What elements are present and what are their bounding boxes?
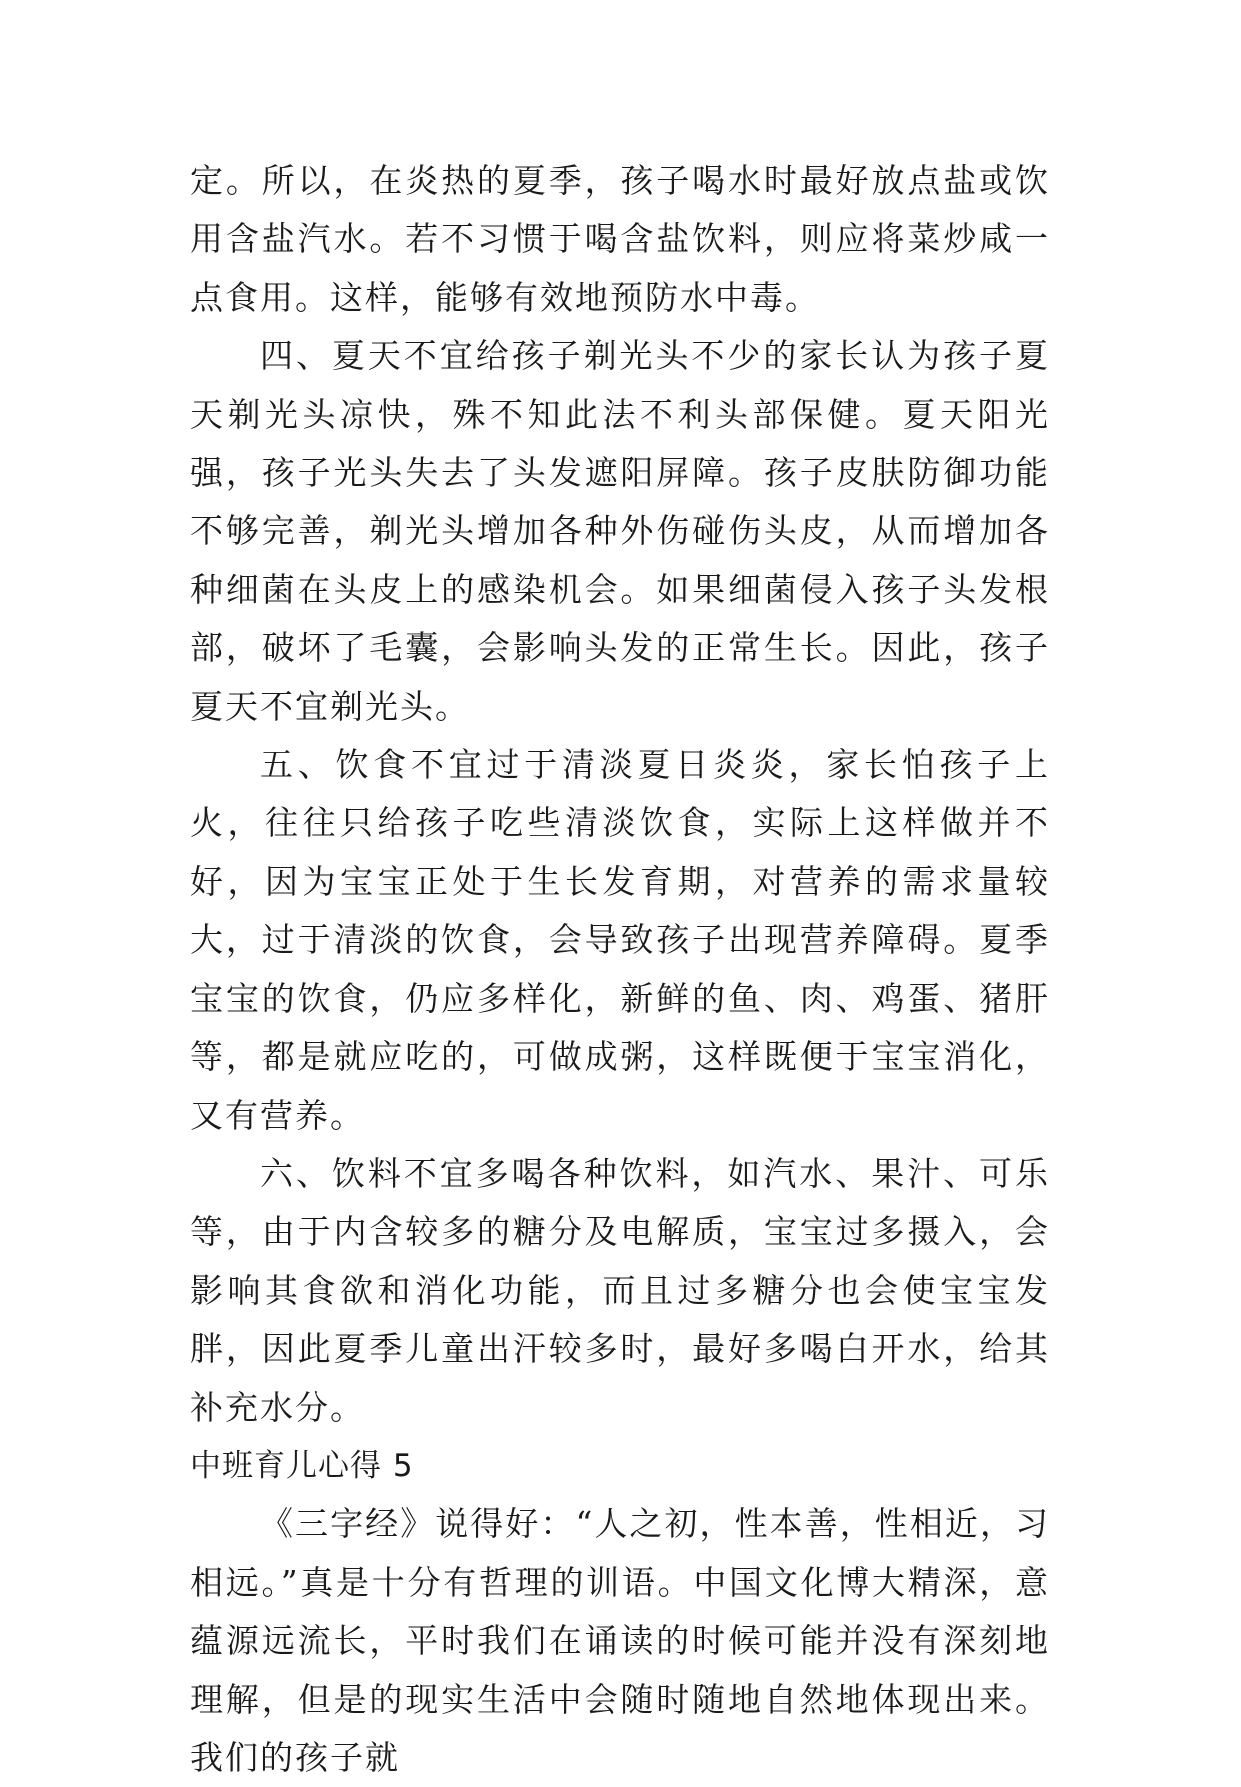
- paragraph-diet: 五、饮食不宜过于清淡夏日炎炎，家长怕孩子上火，往往只给孩子吃些清淡饮食，实际上这样做并不好，因为宝宝正处于生长发育期，对营养的需求量较大，过于清淡的饮食，会导致孩子出现营养障碍。夏季宝宝的饮食，仍应多样化，新鲜的鱼、肉、鸡蛋、猪肝等，都是就应吃的，可做成粥，这样既便于宝宝消化，又有营养。: [190, 745, 1050, 1135]
- paragraph-three-character-classic: 《三字经》说得好：“人之初，性本善，性相近，习相远。”真是十分有哲理的训语。中国文化博大精深，意蕴源远流长，平时我们在诵读的时候可能并没有深刻地理解，但是的现实生活中会随时随地自然地体现出来。我们的孩子就: [190, 1504, 1050, 1777]
- paragraph-shaved-head: 四、夏天不宜给孩子剃光头不少的家长认为孩子夏天剃光头凉快，殊不知此法不利头部保健。夏天阳光强，孩子光头失去了头发遮阳屏障。孩子皮肤防御功能不够完善，剃光头增加各种外伤碰伤头皮，从而增加各种细菌在头皮上的感染机会。如果细菌侵入孩子头发根部，破坏了毛囊，会影响头发的正常生长。因此，孩子夏天不宜剃光头。: [190, 336, 1050, 726]
- section-heading: 中班育儿心得 5: [190, 1447, 414, 1484]
- paragraph-drinks: 六、饮料不宜多喝各种饮料，如汽水、果汁、可乐等，由于内含较多的糖分及电解质，宝宝过多摄入，会影响其食欲和消化功能，而且过多糖分也会使宝宝发胖，因此夏季儿童出汗较多时，最好多喝白开水，给其补充水分。: [190, 1153, 1050, 1427]
- document-body: [190, 152, 1050, 1787]
- paragraph-water-poisoning: 定。所以，在炎热的夏季，孩子喝水时最好放点盐或饮用含盐汽水。若不习惯于喝含盐饮料，则应将菜炒咸一点食用。这样，能够有效地预防水中毒。: [190, 161, 1050, 317]
